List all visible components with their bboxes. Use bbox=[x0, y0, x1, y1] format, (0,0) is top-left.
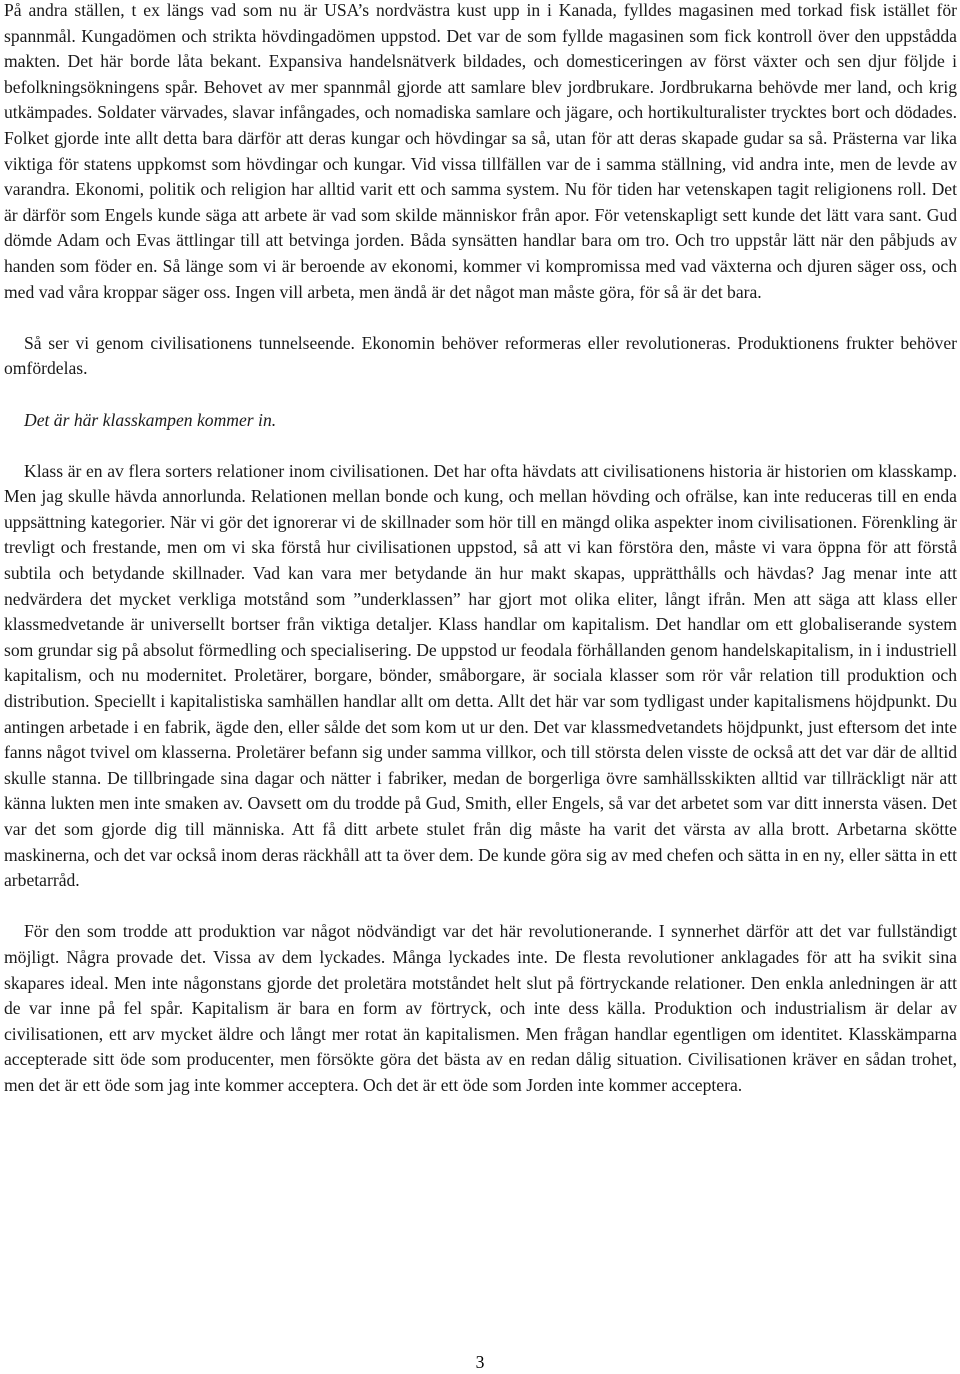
paragraph-5: För den som trodde att produktion var något nödvändigt var det här revolutionerande. I synnerhet därför att det var fullständigt möjligt. Några provade det. Vissa av dem lyckades. Många lyckades inte. De flesta revolutioner anklagades för att ha svikit sina skapares ideal. Men inte någonstans gjorde det proletära motståndet helt slut på förtryckande relationer. Den enkla anledningen är att de var inne på fel spår. Kapitalism är bara en form av förtryck, och inte dess källa. Produktion och industrialism är delar av civilisationen, ett arv mycket äldre och långt mer rotat än kapitalismen. Men frågan handlar egentligen om identitet. Klasskämparna accepterade sitt öde som producenter, men försökte göra det bästa av en redan dålig situation. Civilisationen kräver en sådan trohet, men det är ett öde som jag inte kommer acceptera. Och det är ett öde som Jorden inte kommer acceptera. bbox=[4, 921, 957, 1095]
body-text bbox=[4, 0, 957, 1099]
paragraph-gap bbox=[4, 382, 957, 408]
paragraph-1: På andra ställen, t ex längs vad som nu är USA’s nordvästra kust upp in i Kanada, fylldes magasinen med torkad fisk istället för spannmål. Kungadömen och strikta hövdingadömen uppstod. Det var de som fyllde magasinen som fick kontroll över den uppstådda makten. Det här borde låta bekant. Expansiva handelsnätverk bildades, och domesticeringen av först växter och sen djur följde i befolkningsökningens spår. Behovet av mer spannmål gjorde att samlare blev jordbrukare. Jordbrukarna behövde mer land, och krig utkämpades. Soldater värvades, slavar infångades, och nomadiska samlare och jägare, och hortikulturalister trycktes bort och dödades. Folket gjorde inte allt detta bara därför att deras kungar och hövdingar sa så, utan för att deras skapade gudar sa så. Prästerna var lika viktiga för statens uppkomst som hövdingar och kungar. Vid vissa tillfällen var de i samma ställning, vid andra inte, men de levde av varandra. Ekonomi, politik och religion har alltid varit ett och samma system. Nu för tiden har vetenskapen tagit religionens roll. Det är därför som Engels kunde säga att arbete är vad som skilde människor från apor. För vetenskapligt sett kunde det lätt vara sant. Gud dömde Adam och Evas ättlingar till att betvinga jorden. Båda synsätten handlar bara om tro. Och tro uppstår lätt när den påbjuds av handen som föder en. Så länge som vi är beroende av ekonomi, kommer vi kompromissa med vad växterna och djuren säger oss, och med vad våra kroppar säger oss. Ingen vill arbeta, men ändå är det något man måste göra, för så är det bara. bbox=[4, 0, 957, 302]
paragraph-gap bbox=[4, 305, 957, 331]
paragraph-gap bbox=[4, 433, 957, 459]
paragraph-4: Klass är en av flera sorters relationer inom civilisationen. Det har ofta hävdats att civilisationens historia är historien om klasskamp. Men jag skulle hävda annorlunda. Relationen mellan bonde och kung, och mellan hövding och ofrälse, kan inte reduceras till en enda uppsättning kategorier. När vi gör det ignorerar vi de skillnader som hör till en mängd olika aspekter inom civilisationen. Förenkling är trevligt och frestande, men om vi ska förstå hur civilisationen uppstod, så att vi kan förstöra den, måste vi vara öppna för att förstå subtila och betydande skillnader. Vad kan vara mer betydande än hur makt skapas, upprätthålls och hävdas? Jag menar inte att nedvärdera det mycket verkliga motstånd som ”underklassen” har gjort mot olika eliter, långt ifrån. Men att säga att klass eller klassmedvetande är universellt bortser från viktiga detaljer. Klass handlar om kapitalism. Det handlar om ett globaliserande system som grundar sig på absolut förmedling och specialisering. De uppstod ur feodala förhållanden genom handelskapitalism, in i industriell kapitalism, och nu modernitet. Proletärer, borgare, bönder, småborgare, är sociala klasser som rör vår relation till produktion och distribution. Speciellt i kapitalistiska samhällen handlar allt om detta. Allt det här var som tydligast under kapitalismens höjdpunkt. Du antingen arbetade i en fabrik, ägde den, eller sålde det som kom ut ur den. Det var klassmedvetandets höjdpunkt, just eftersom det inte fanns något tvivel om klasserna. Proletärer befann sig under samma villkor, och till största delen visste de också att det var där de alltid skulle stanna. De tillbringade sina dagar och nätter i fabriker, medan de borgerliga övre samhällsskikten alltid var tillräckligt när att känna lukten men inte smaken av. Oavsett om du trodde på Gud, Smith, eller Engels, så var det arbetet som var ditt innersta väsen. Det var det som gjorde dig till människa. Att få ditt arbete stulet från dig måste ha varit det värsta av alla brott. Arbetarna skötte maskinerna, och det var också inom deras räckhåll att ta över dem. De kunde göra sig av med chefen och sätta in en ny, eller sätta in ett arbetarråd. bbox=[4, 460, 957, 891]
paragraph-2: Så ser vi genom civilisationens tunnelseende. Ekonomin behöver reformeras eller revolutioneras. Produktionens frukter behöver omfördelas. bbox=[4, 332, 957, 379]
paragraph-3-emphasis: Det är här klasskampen kommer in. bbox=[24, 409, 277, 430]
document-page bbox=[4, 0, 957, 1374]
paragraph-gap bbox=[4, 894, 957, 920]
page-number: 3 bbox=[475, 1352, 485, 1372]
